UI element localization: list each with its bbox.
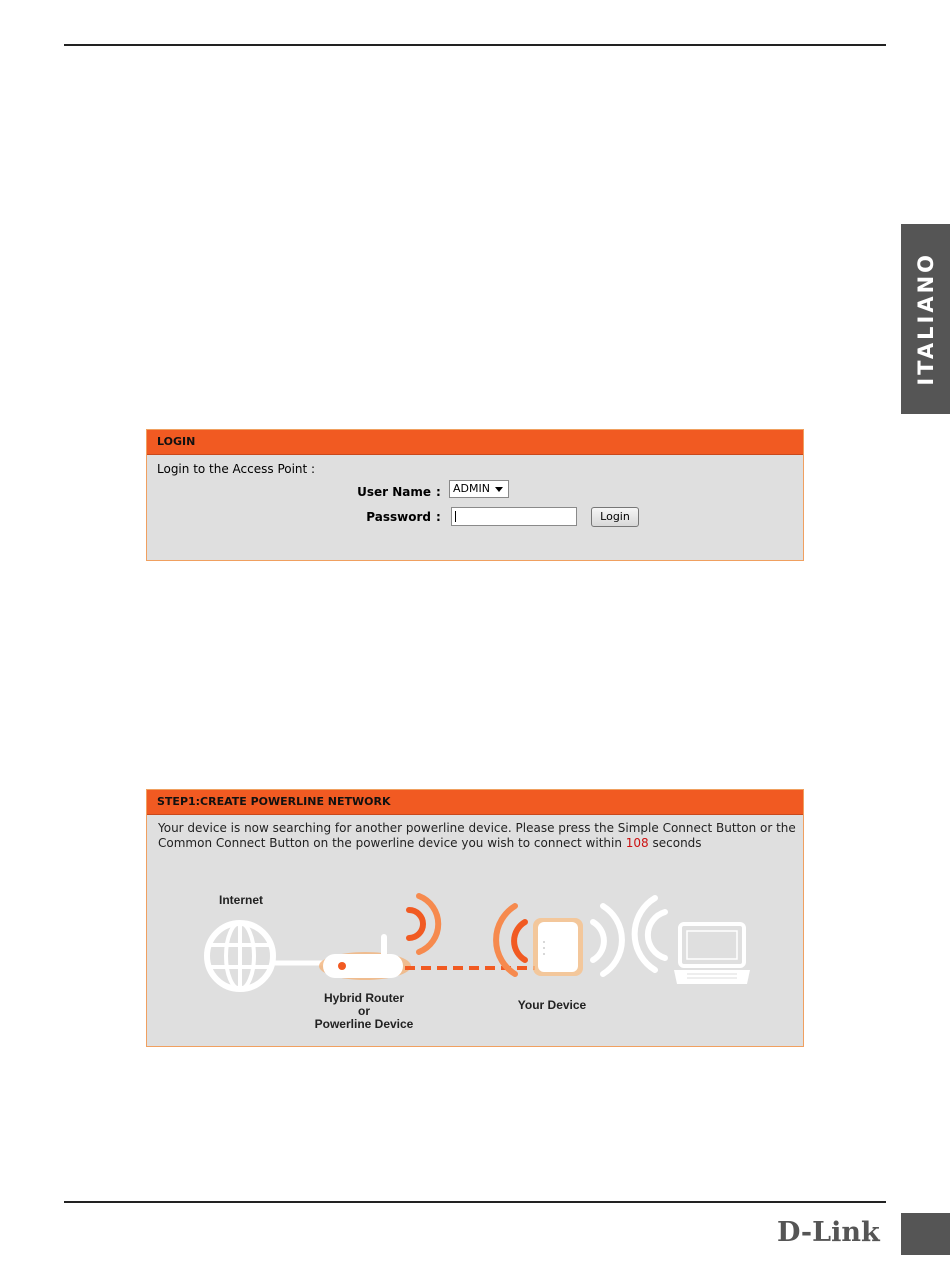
- language-tab: [901, 224, 950, 414]
- password-input[interactable]: [451, 507, 577, 526]
- username-colon: :: [436, 485, 441, 499]
- laptop-wifi-waves: [635, 898, 665, 970]
- chevron-down-icon: [495, 487, 503, 492]
- globe-icon: [207, 923, 273, 989]
- password-colon: :: [436, 510, 441, 524]
- step-description: [158, 821, 798, 851]
- your-device-label: Your Device: [517, 998, 587, 1012]
- username-label: User Name: [357, 485, 431, 499]
- laptop-icon: [674, 924, 750, 984]
- language-tab-label: ITALIANO: [913, 252, 938, 386]
- brand-logo-text: D-Link: [777, 1217, 880, 1246]
- step-panel-header: STEP1:CREATE POWERLINE NETWORK: [147, 790, 803, 815]
- step-description-suffix: seconds: [648, 836, 702, 850]
- countdown-seconds: 108: [625, 836, 649, 850]
- powerline-adapter-icon: [533, 918, 583, 976]
- login-intro-text: Login to the Access Point :: [157, 462, 316, 476]
- bottom-rule: [64, 1201, 886, 1203]
- router-icon: [319, 934, 411, 980]
- internet-label: Internet: [218, 893, 264, 907]
- dlink-logo: [777, 1216, 889, 1246]
- router-label-line1: Hybrid Router: [323, 991, 405, 1005]
- password-label: Password: [366, 510, 431, 524]
- username-select-value: ADMIN: [453, 482, 490, 495]
- powerline-step-panel: [146, 789, 804, 1047]
- powerline-diagram: [147, 870, 803, 1040]
- router-label-line2: or: [358, 1004, 370, 1018]
- login-panel: [146, 429, 804, 561]
- text-caret: [455, 511, 456, 522]
- top-rule: [64, 44, 886, 46]
- login-button[interactable]: Login: [591, 507, 639, 527]
- router-wifi-waves: [409, 896, 438, 952]
- router-label-line3: Powerline Device: [314, 1017, 414, 1031]
- page-number-tab: [901, 1213, 950, 1255]
- username-select[interactable]: [449, 480, 509, 498]
- step-description-text: Your device is now searching for another powerline device. Please press the Simple Connect Button or the Common Connect Button on the powerline device you wish to connect within: [158, 821, 796, 850]
- login-panel-header: LOGIN: [147, 430, 803, 455]
